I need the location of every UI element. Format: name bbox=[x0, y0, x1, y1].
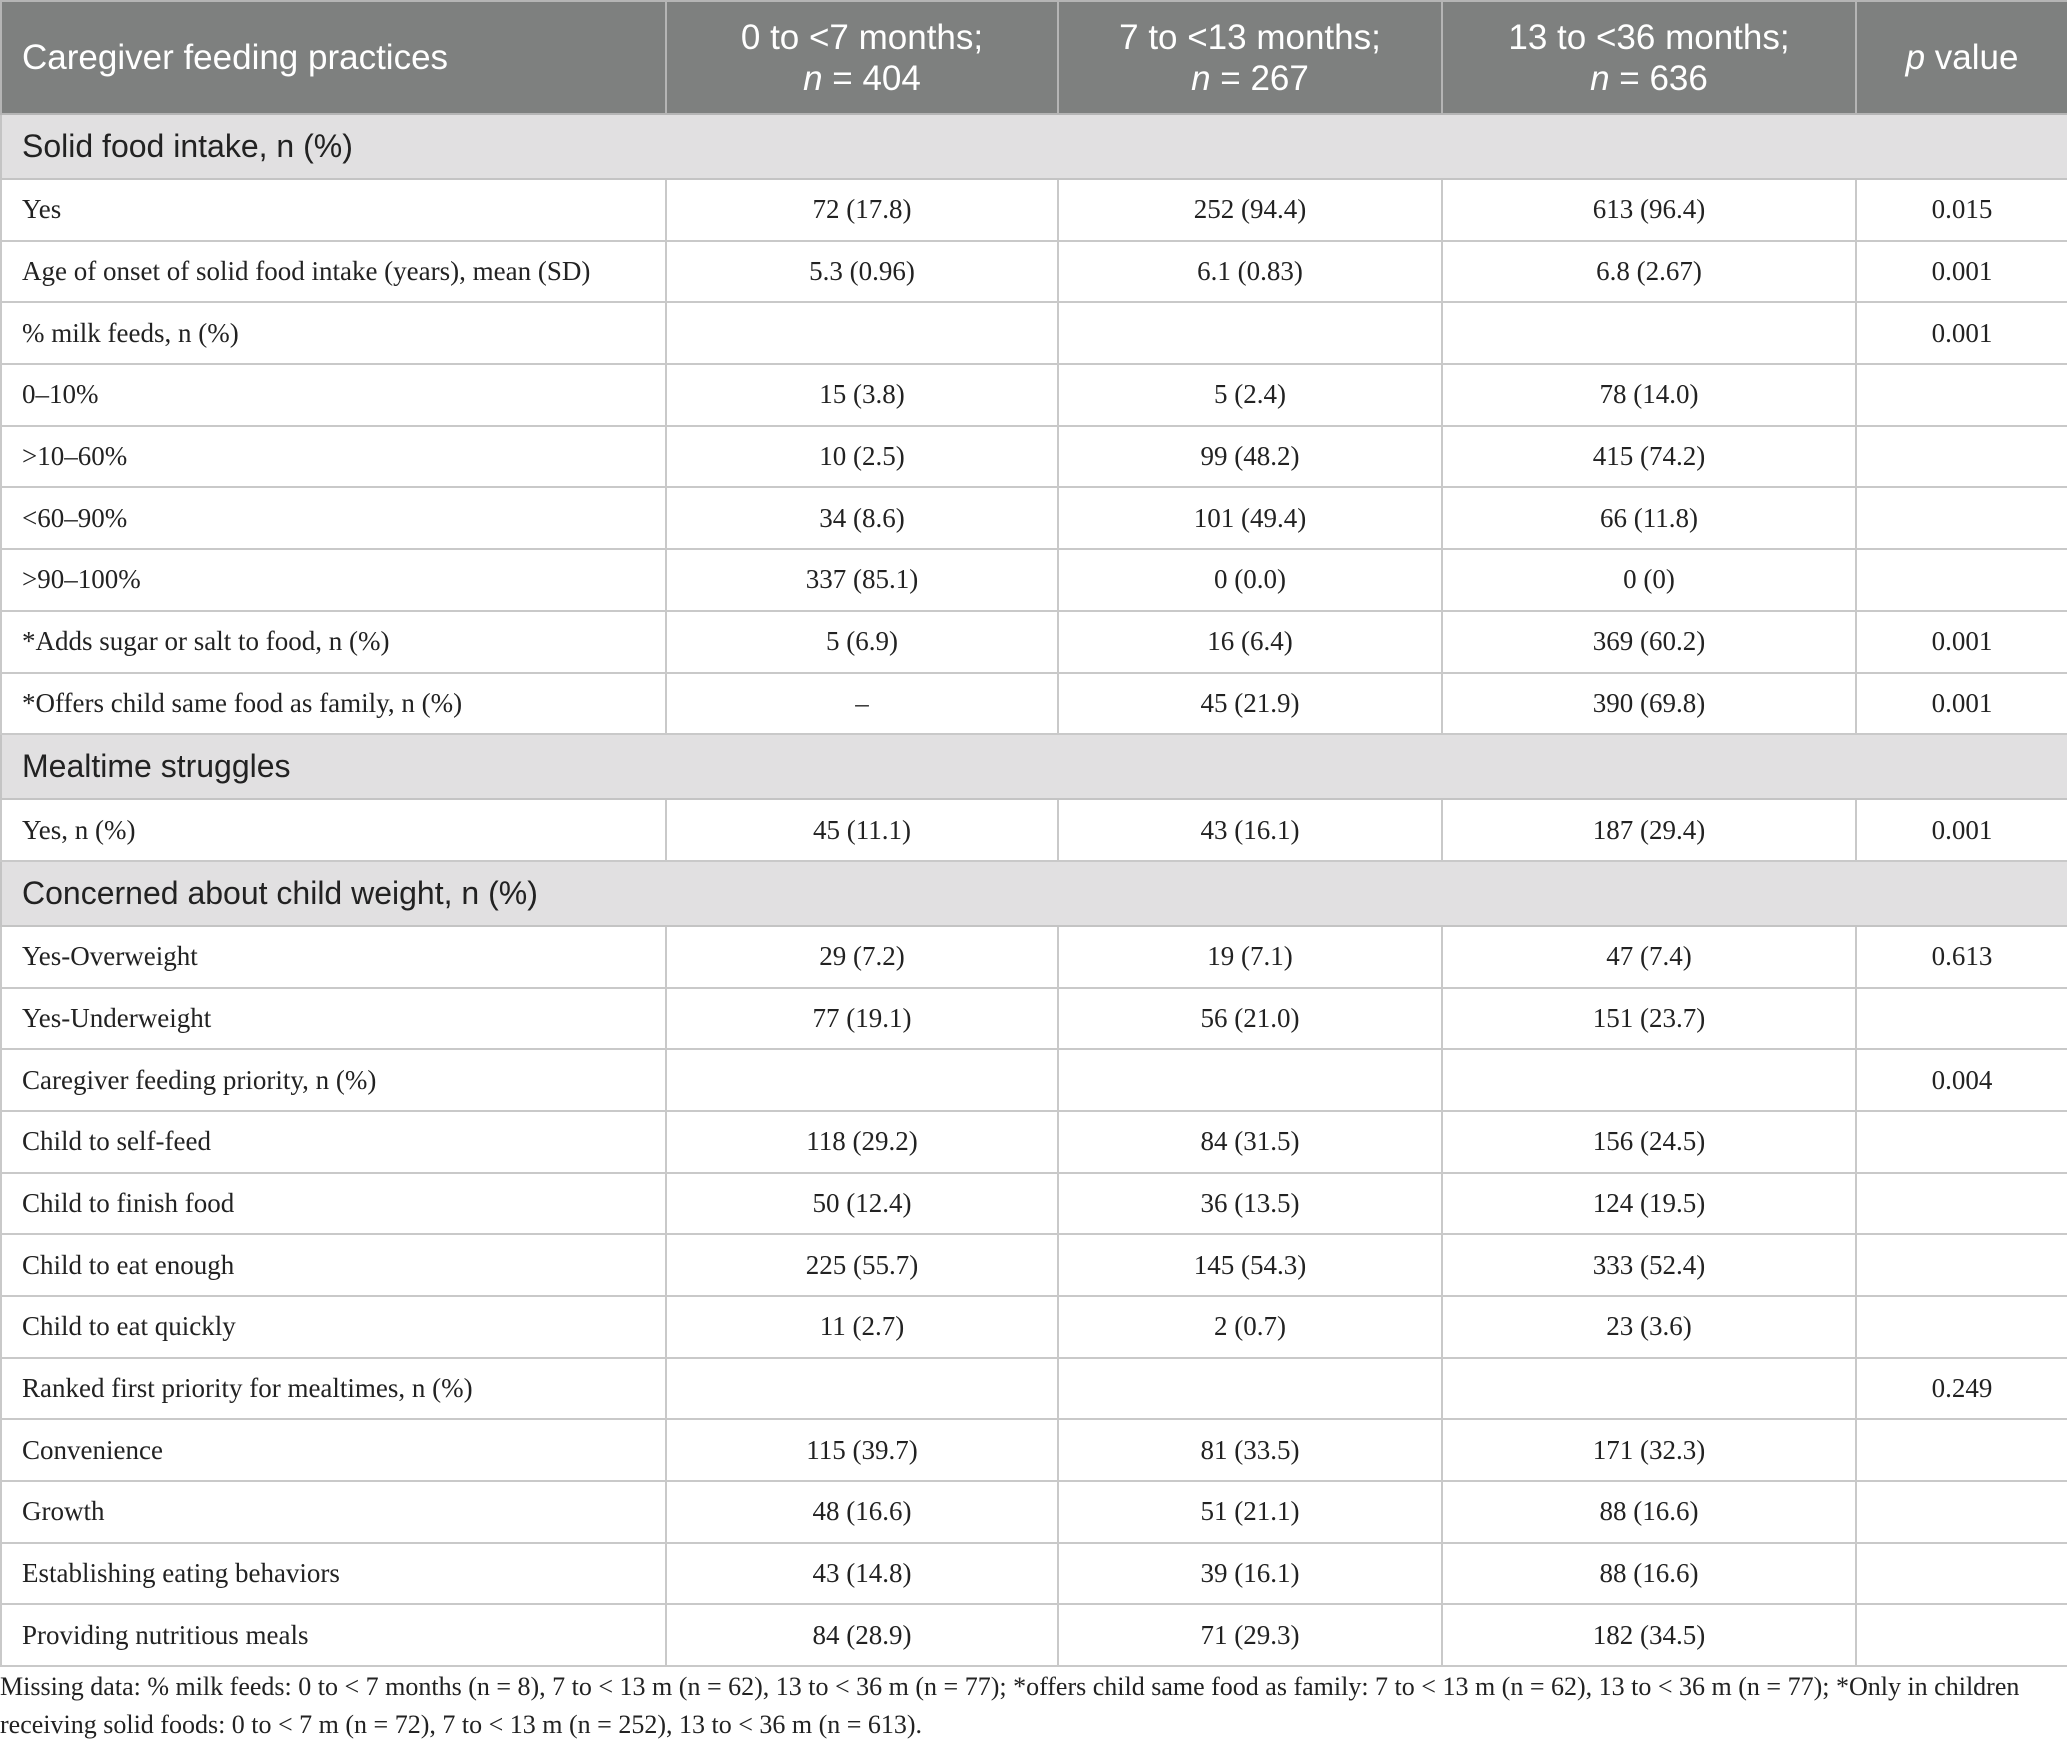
cell-p-value: 0.001 bbox=[1856, 611, 2067, 673]
cell-13-36-months: 0 (0) bbox=[1442, 549, 1856, 611]
cell-13-36-months: 171 (32.3) bbox=[1442, 1419, 1856, 1481]
table-footnote bbox=[0, 1668, 2067, 1744]
cell-p-value: 0.613 bbox=[1856, 926, 2067, 988]
cell-13-36-months: 390 (69.8) bbox=[1442, 673, 1856, 735]
table-row bbox=[1, 799, 2067, 861]
table-row bbox=[1, 1111, 2067, 1173]
table-row bbox=[1, 1296, 2067, 1358]
table-row bbox=[1, 1419, 2067, 1481]
row-label: *Offers child same food as family, n (%) bbox=[1, 673, 666, 735]
cell-0-7-months: 43 (14.8) bbox=[666, 1543, 1058, 1605]
section-header-row bbox=[1, 734, 2067, 799]
cell-13-36-months bbox=[1442, 1358, 1856, 1420]
section-title: Concerned about child weight, n (%) bbox=[1, 861, 2067, 926]
row-label: *Adds sugar or salt to food, n (%) bbox=[1, 611, 666, 673]
table-row bbox=[1, 988, 2067, 1050]
header-0-7-months: 0 to <7 months; n = 404 bbox=[666, 1, 1058, 114]
cell-0-7-months: – bbox=[666, 673, 1058, 735]
header-13-36-n: 636 bbox=[1649, 58, 1708, 98]
header-row bbox=[1, 1, 2067, 114]
cell-13-36-months: 369 (60.2) bbox=[1442, 611, 1856, 673]
table-row bbox=[1, 364, 2067, 426]
row-label: Providing nutritious meals bbox=[1, 1604, 666, 1666]
cell-13-36-months: 415 (74.2) bbox=[1442, 426, 1856, 488]
table-row bbox=[1, 1543, 2067, 1605]
section-title: Mealtime struggles bbox=[1, 734, 2067, 799]
cell-7-13-months: 6.1 (0.83) bbox=[1058, 241, 1442, 303]
cell-0-7-months: 48 (16.6) bbox=[666, 1481, 1058, 1543]
cell-13-36-months: 23 (3.6) bbox=[1442, 1296, 1856, 1358]
table-row bbox=[1, 926, 2067, 988]
cell-p-value bbox=[1856, 1111, 2067, 1173]
cell-7-13-months: 71 (29.3) bbox=[1058, 1604, 1442, 1666]
header-p-value bbox=[1856, 1, 2067, 114]
row-label: Child to eat quickly bbox=[1, 1296, 666, 1358]
table-body bbox=[1, 114, 2067, 1666]
cell-13-36-months: 47 (7.4) bbox=[1442, 926, 1856, 988]
cell-7-13-months: 101 (49.4) bbox=[1058, 487, 1442, 549]
header-n-italic: n bbox=[803, 58, 823, 98]
table-row bbox=[1, 1173, 2067, 1235]
table-row bbox=[1, 487, 2067, 549]
cell-p-value bbox=[1856, 1234, 2067, 1296]
cell-7-13-months bbox=[1058, 1049, 1442, 1111]
cell-0-7-months: 45 (11.1) bbox=[666, 799, 1058, 861]
row-label: Ranked first priority for mealtimes, n (%) bbox=[1, 1358, 666, 1420]
table-row bbox=[1, 241, 2067, 303]
row-label: >90–100% bbox=[1, 549, 666, 611]
cell-p-value bbox=[1856, 1481, 2067, 1543]
table-row bbox=[1, 1234, 2067, 1296]
row-label: Child to self-feed bbox=[1, 1111, 666, 1173]
cell-0-7-months: 10 (2.5) bbox=[666, 426, 1058, 488]
table-row bbox=[1, 1604, 2067, 1666]
header-7-13-label: 7 to <13 months; bbox=[1119, 17, 1381, 57]
row-label: Convenience bbox=[1, 1419, 666, 1481]
row-label: Child to eat enough bbox=[1, 1234, 666, 1296]
row-label: Yes bbox=[1, 179, 666, 241]
cell-p-value bbox=[1856, 1419, 2067, 1481]
cell-13-36-months: 88 (16.6) bbox=[1442, 1481, 1856, 1543]
header-p-value-label: value bbox=[1934, 38, 2019, 77]
header-practices: Caregiver feeding practices bbox=[1, 1, 666, 114]
row-label: Caregiver feeding priority, n (%) bbox=[1, 1049, 666, 1111]
header-7-13-n: 267 bbox=[1250, 58, 1309, 98]
footnote-line-2: receiving solid foods: 0 to < 7 m (n = 72), 7 to < 13 m (n = 252), 13 to < 36 m (n = 613). bbox=[0, 1710, 923, 1739]
cell-7-13-months: 99 (48.2) bbox=[1058, 426, 1442, 488]
cell-13-36-months: 156 (24.5) bbox=[1442, 1111, 1856, 1173]
header-13-36-months: 13 to <36 months; n = 636 bbox=[1442, 1, 1856, 114]
cell-13-36-months bbox=[1442, 1049, 1856, 1111]
cell-7-13-months: 19 (7.1) bbox=[1058, 926, 1442, 988]
cell-0-7-months: 118 (29.2) bbox=[666, 1111, 1058, 1173]
cell-0-7-months: 225 (55.7) bbox=[666, 1234, 1058, 1296]
cell-0-7-months: 115 (39.7) bbox=[666, 1419, 1058, 1481]
cell-13-36-months: 613 (96.4) bbox=[1442, 179, 1856, 241]
row-label: Yes, n (%) bbox=[1, 799, 666, 861]
table-row bbox=[1, 611, 2067, 673]
cell-13-36-months: 6.8 (2.67) bbox=[1442, 241, 1856, 303]
cell-7-13-months: 145 (54.3) bbox=[1058, 1234, 1442, 1296]
cell-p-value bbox=[1856, 549, 2067, 611]
cell-p-value bbox=[1856, 1173, 2067, 1235]
footnote-line-1: Missing data: % milk feeds: 0 to < 7 months (n = 8), 7 to < 13 m (n = 62), 13 to < 36 m (n = 77); *offers child same food as family: 7 to < 13 m (n = 62), 13 to < 36 m (n = 77); *Only in children bbox=[0, 1672, 2020, 1701]
cell-0-7-months: 5.3 (0.96) bbox=[666, 241, 1058, 303]
cell-p-value bbox=[1856, 487, 2067, 549]
cell-0-7-months: 84 (28.9) bbox=[666, 1604, 1058, 1666]
section-title: Solid food intake, n (%) bbox=[1, 114, 2067, 179]
cell-7-13-months: 51 (21.1) bbox=[1058, 1481, 1442, 1543]
cell-0-7-months: 50 (12.4) bbox=[666, 1173, 1058, 1235]
cell-p-value bbox=[1856, 988, 2067, 1050]
header-p-italic: p bbox=[1905, 38, 1926, 77]
header-n-italic: n bbox=[1191, 58, 1211, 98]
table-row bbox=[1, 179, 2067, 241]
cell-0-7-months: 11 (2.7) bbox=[666, 1296, 1058, 1358]
table-row bbox=[1, 1049, 2067, 1111]
cell-7-13-months: 81 (33.5) bbox=[1058, 1419, 1442, 1481]
header-13-36-label: 13 to <36 months; bbox=[1508, 17, 1790, 57]
cell-13-36-months: 66 (11.8) bbox=[1442, 487, 1856, 549]
row-label: <60–90% bbox=[1, 487, 666, 549]
header-0-7-n: 404 bbox=[862, 58, 921, 98]
table-row bbox=[1, 1358, 2067, 1420]
cell-0-7-months: 77 (19.1) bbox=[666, 988, 1058, 1050]
cell-7-13-months: 5 (2.4) bbox=[1058, 364, 1442, 426]
table-row bbox=[1, 673, 2067, 735]
cell-13-36-months: 88 (16.6) bbox=[1442, 1543, 1856, 1605]
cell-0-7-months bbox=[666, 302, 1058, 364]
row-label: Child to finish food bbox=[1, 1173, 666, 1235]
cell-7-13-months: 56 (21.0) bbox=[1058, 988, 1442, 1050]
cell-p-value bbox=[1856, 1296, 2067, 1358]
cell-0-7-months: 72 (17.8) bbox=[666, 179, 1058, 241]
cell-13-36-months: 151 (23.7) bbox=[1442, 988, 1856, 1050]
row-label: Yes-Underweight bbox=[1, 988, 666, 1050]
cell-7-13-months: 43 (16.1) bbox=[1058, 799, 1442, 861]
cell-7-13-months bbox=[1058, 1358, 1442, 1420]
cell-0-7-months: 5 (6.9) bbox=[666, 611, 1058, 673]
cell-p-value bbox=[1856, 1604, 2067, 1666]
cell-7-13-months: 84 (31.5) bbox=[1058, 1111, 1442, 1173]
table-row bbox=[1, 549, 2067, 611]
cell-7-13-months: 252 (94.4) bbox=[1058, 179, 1442, 241]
cell-0-7-months: 34 (8.6) bbox=[666, 487, 1058, 549]
section-header-row bbox=[1, 861, 2067, 926]
cell-13-36-months bbox=[1442, 302, 1856, 364]
cell-p-value bbox=[1856, 426, 2067, 488]
table-row bbox=[1, 1481, 2067, 1543]
cell-p-value: 0.001 bbox=[1856, 241, 2067, 303]
cell-0-7-months: 15 (3.8) bbox=[666, 364, 1058, 426]
table-row bbox=[1, 426, 2067, 488]
cell-0-7-months: 29 (7.2) bbox=[666, 926, 1058, 988]
cell-13-36-months: 187 (29.4) bbox=[1442, 799, 1856, 861]
row-label: Growth bbox=[1, 1481, 666, 1543]
cell-7-13-months: 39 (16.1) bbox=[1058, 1543, 1442, 1605]
table-row bbox=[1, 302, 2067, 364]
cell-p-value: 0.249 bbox=[1856, 1358, 2067, 1420]
row-label: Yes-Overweight bbox=[1, 926, 666, 988]
cell-7-13-months: 45 (21.9) bbox=[1058, 673, 1442, 735]
cell-7-13-months: 16 (6.4) bbox=[1058, 611, 1442, 673]
cell-p-value bbox=[1856, 1543, 2067, 1605]
row-label: % milk feeds, n (%) bbox=[1, 302, 666, 364]
cell-7-13-months: 2 (0.7) bbox=[1058, 1296, 1442, 1358]
cell-0-7-months bbox=[666, 1049, 1058, 1111]
header-0-7-label: 0 to <7 months; bbox=[740, 17, 984, 57]
cell-p-value bbox=[1856, 364, 2067, 426]
cell-13-36-months: 333 (52.4) bbox=[1442, 1234, 1856, 1296]
header-7-13-months: 7 to <13 months; n = 267 bbox=[1058, 1, 1442, 114]
cell-p-value: 0.004 bbox=[1856, 1049, 2067, 1111]
cell-0-7-months: 337 (85.1) bbox=[666, 549, 1058, 611]
row-label: Establishing eating behaviors bbox=[1, 1543, 666, 1605]
cell-p-value: 0.001 bbox=[1856, 302, 2067, 364]
row-label: 0–10% bbox=[1, 364, 666, 426]
cell-13-36-months: 182 (34.5) bbox=[1442, 1604, 1856, 1666]
row-label: >10–60% bbox=[1, 426, 666, 488]
cell-p-value: 0.001 bbox=[1856, 673, 2067, 735]
cell-13-36-months: 78 (14.0) bbox=[1442, 364, 1856, 426]
cell-0-7-months bbox=[666, 1358, 1058, 1420]
cell-7-13-months: 0 (0.0) bbox=[1058, 549, 1442, 611]
cell-7-13-months bbox=[1058, 302, 1442, 364]
header-n-italic: n bbox=[1590, 58, 1610, 98]
section-header-row bbox=[1, 114, 2067, 179]
cell-13-36-months: 124 (19.5) bbox=[1442, 1173, 1856, 1235]
row-label: Age of onset of solid food intake (years), mean (SD) bbox=[1, 241, 666, 303]
cell-7-13-months: 36 (13.5) bbox=[1058, 1173, 1442, 1235]
cell-p-value: 0.001 bbox=[1856, 799, 2067, 861]
cell-p-value: 0.015 bbox=[1856, 179, 2067, 241]
